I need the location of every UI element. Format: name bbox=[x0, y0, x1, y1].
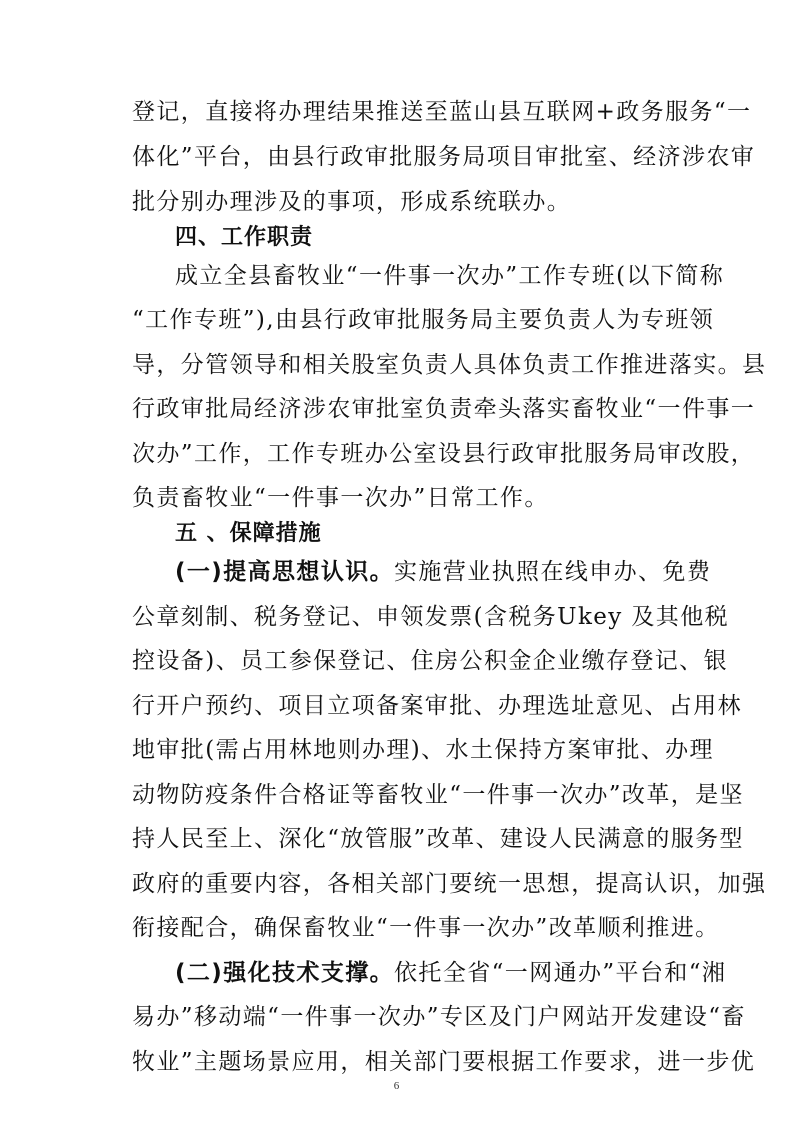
subheading-strengthen-tech: (二)强化技术支撑。 bbox=[175, 960, 395, 986]
body-text-line: 公章刻制、税务登记、申领发票(含税务Ukey 及其他税 bbox=[132, 604, 730, 630]
body-text-line: “工作专班”),由县行政审批服务局主要负责人为专班领 bbox=[132, 307, 715, 333]
section-heading-safeguards: 五 、保障措施 bbox=[175, 521, 322, 546]
body-text-line: 动物防疫条件合格证等畜牧业“一件事一次办”改革，是坚 bbox=[132, 782, 744, 808]
body-text-line: 负责畜牧业“一件事一次办”日常工作。 bbox=[132, 485, 549, 511]
body-text-line: 衔接配合，确保畜牧业“一件事一次办”改革顺利推进。 bbox=[132, 915, 720, 941]
body-text-line: 批分别办理涉及的事项，形成系统联办。 bbox=[132, 189, 572, 215]
body-text-line: 成立全县畜牧业“一件事一次办”工作专班(以下简称 bbox=[175, 263, 725, 289]
body-text-line: 牧业”主题场景应用，相关部门要根据工作要求，进一步优 bbox=[132, 1049, 756, 1075]
body-text-line: 持人民至上、深化“放管服”改革、建设人民满意的服务型 bbox=[132, 826, 744, 852]
body-text-span: 实施营业执照在线申办、免费 bbox=[394, 559, 712, 585]
subheading-raise-awareness: (一)提高思想认识。 bbox=[175, 559, 395, 585]
body-text-line: 导，分管领导和相关股室负责人具体负责工作推进落实。县 bbox=[132, 352, 767, 378]
body-text-span: 依托全省“一网通办”平台和“湘 bbox=[394, 960, 727, 986]
paragraph-line-with-subheading bbox=[175, 959, 726, 987]
section-heading-duties: 四、工作职责 bbox=[175, 225, 314, 250]
body-text-line: 政府的重要内容，各相关部门要统一思想，提高认识，加强 bbox=[132, 871, 767, 897]
body-text-line: 行开户预约、项目立项备案审批、办理选址意见、占用林 bbox=[132, 693, 742, 719]
body-text-line: 地审批(需占用林地则办理)、水土保持方案审批、办理 bbox=[132, 737, 714, 763]
body-text-line: 登记，直接将办理结果推送至蓝山县互联网+政务服务“一 bbox=[132, 99, 752, 125]
body-text-line: 体化”平台，由县行政审批服务局项目审批室、经济涉农审 bbox=[132, 144, 756, 170]
paragraph-line-with-subheading bbox=[175, 558, 711, 586]
body-text-line: 行政审批局经济涉农审批室负责牵头落实畜牧业“一件事一 bbox=[132, 396, 756, 422]
page-number: 6 bbox=[393, 1080, 400, 1092]
body-text-line: 易办”移动端“一件事一次办”专区及门户网站开发建设“畜 bbox=[132, 1004, 746, 1030]
body-text-line: 控设备)、员工参保登记、住房公积金企业缴存登记、银 bbox=[132, 648, 728, 674]
body-text-line: 次办”工作，工作专班办公室设县行政审批服务局审改股， bbox=[132, 441, 756, 467]
